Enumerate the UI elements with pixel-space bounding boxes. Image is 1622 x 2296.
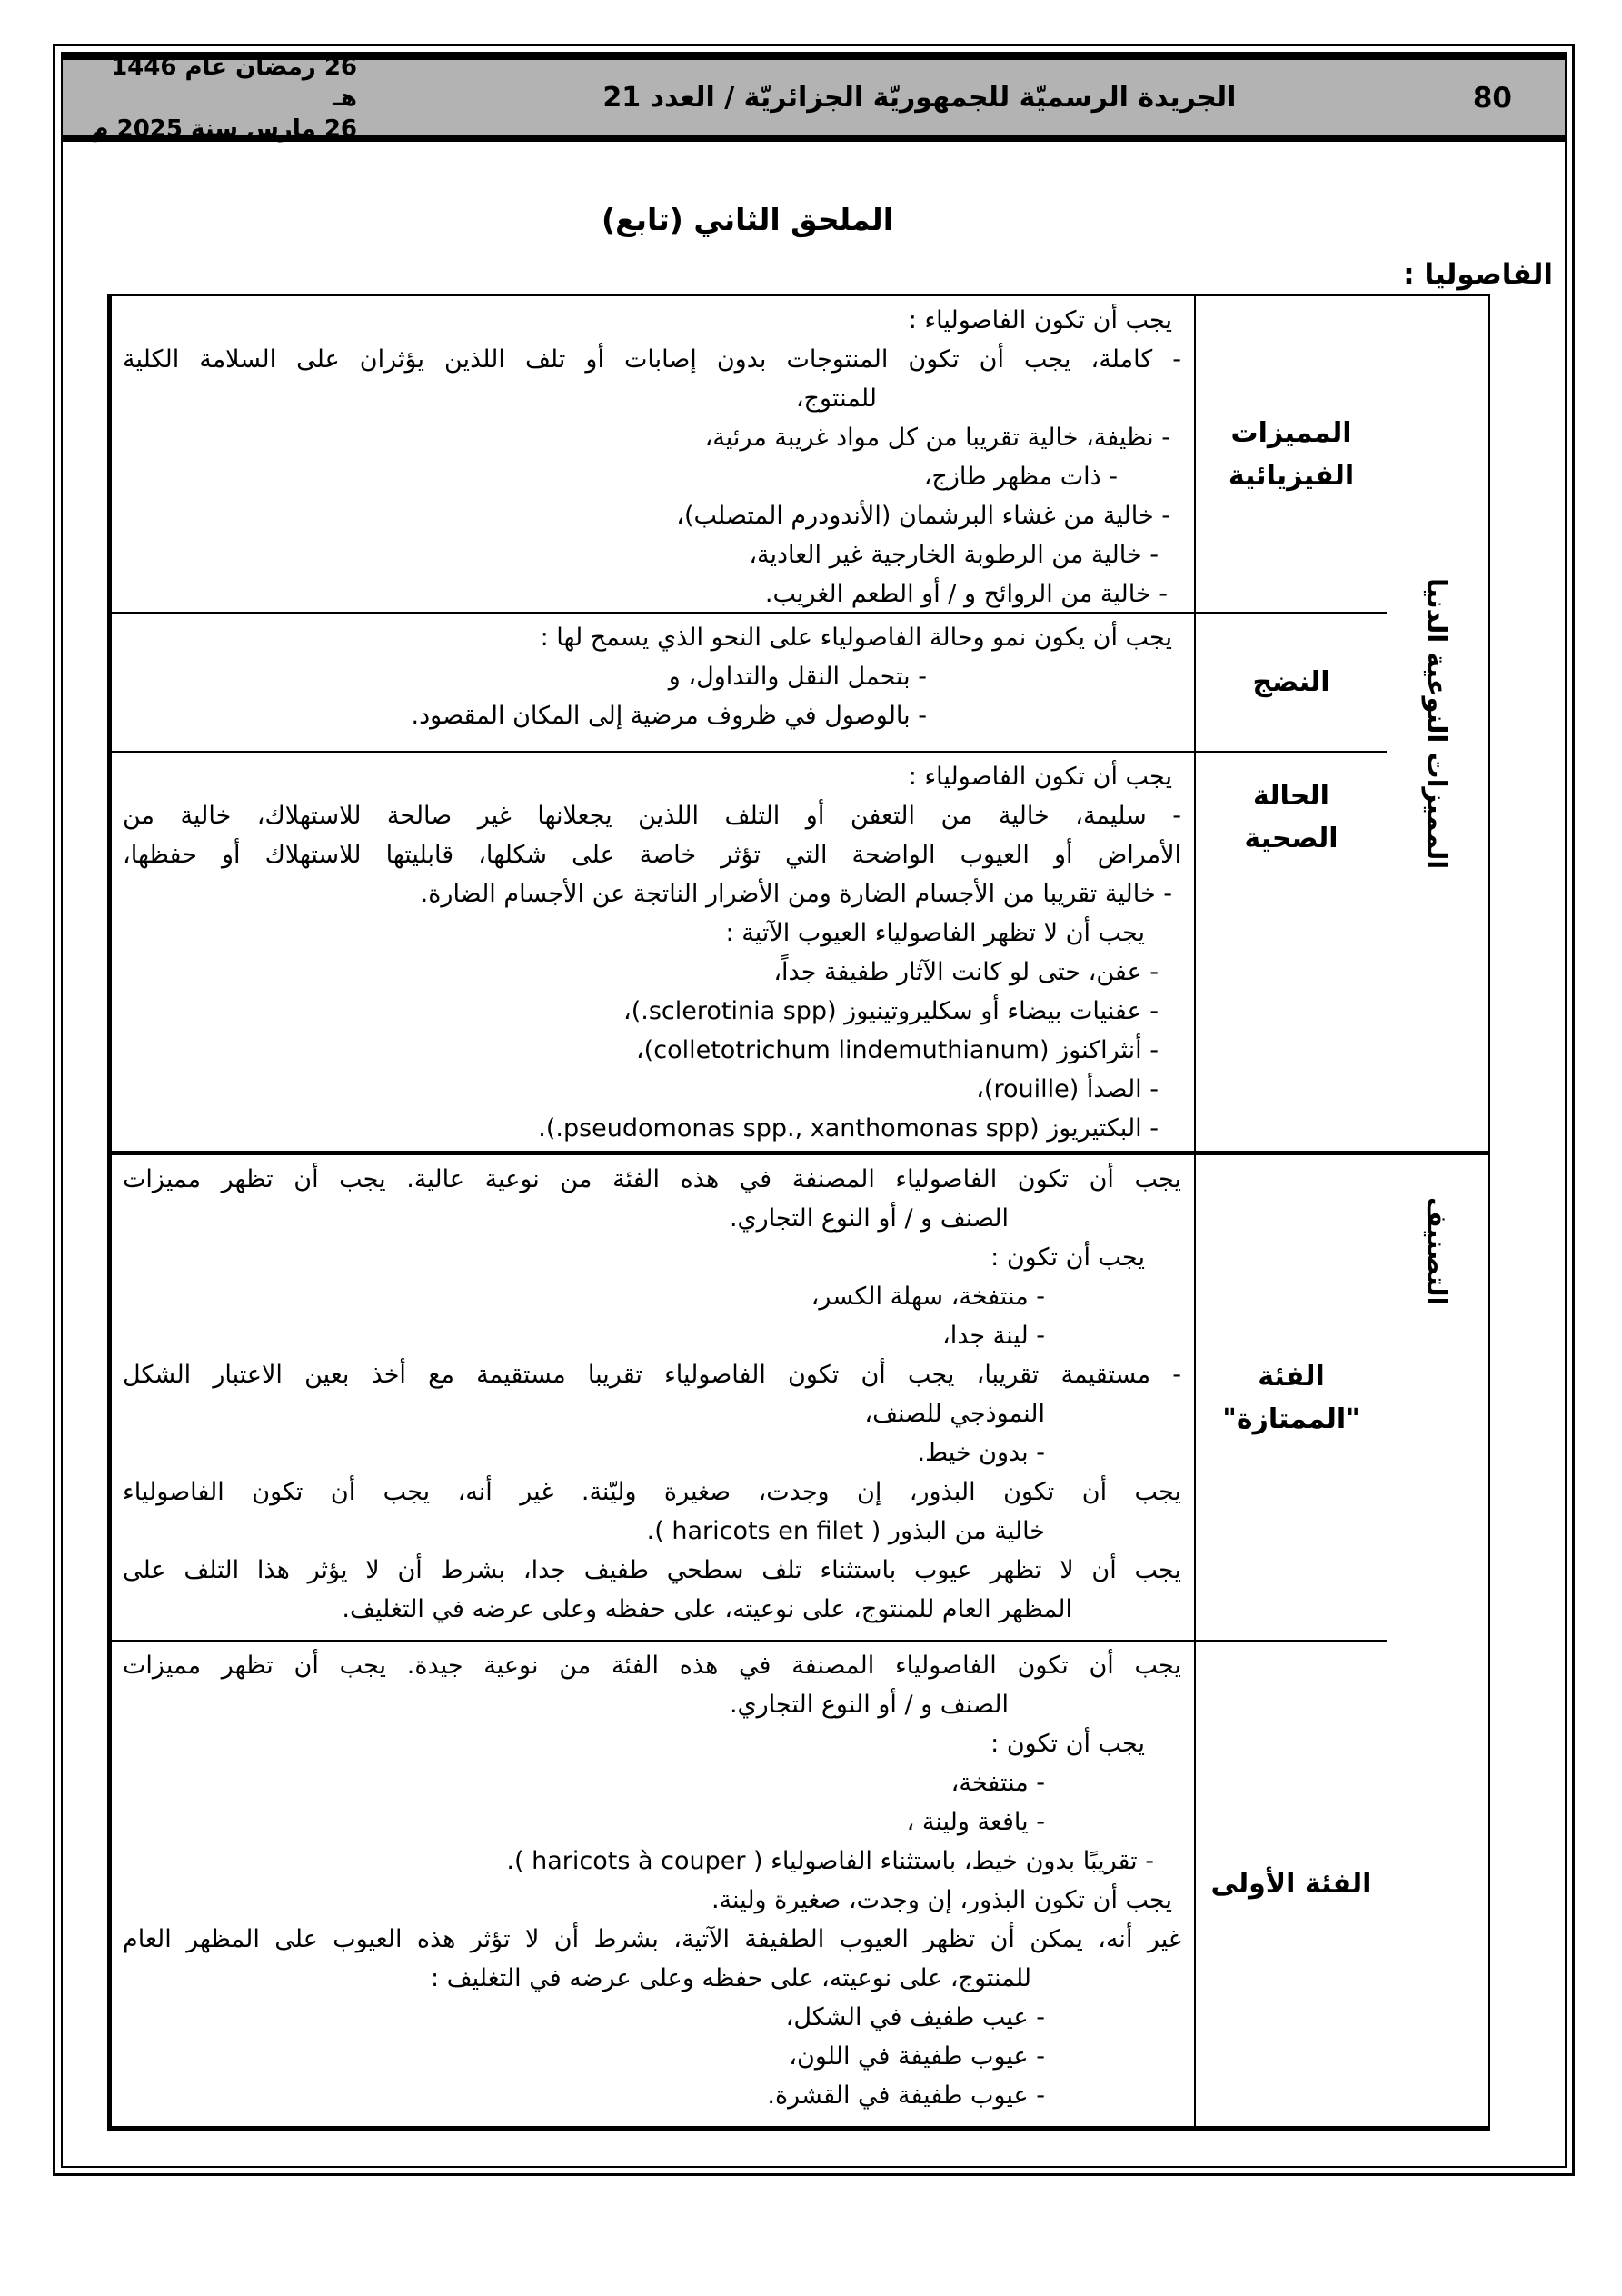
category-cell: [1194, 614, 1387, 753]
header-dates: [85, 52, 366, 145]
group-header-label: المميزات النوعية الدنيا: [1421, 577, 1453, 870]
content-line: النموذجي للصنف،: [864, 1400, 1045, 1428]
content-line: - يافعة ولينة ،: [906, 1808, 1045, 1836]
category-cell: [1194, 296, 1387, 614]
content-line: يجب أن تكون الفاصولياء :: [908, 306, 1172, 334]
page-number: 80: [1472, 81, 1512, 115]
content-line: - عفنيات بيضاء أو سكليروتينيوز (sclerotinia spp.)،: [622, 997, 1159, 1025]
content-line: خالية من البذور ( haricots en filet ).: [646, 1517, 1045, 1545]
group-header-classification: [1387, 1155, 1488, 2126]
content-line: - خالية من الروائح و / أو الطعم الغريب.: [764, 580, 1168, 608]
content-line: المظهر العام للمنتوج، على نوعيته، على حفظه وعلى عرضه في التغليف.: [342, 1595, 1072, 1623]
content-line: - الصدأ (rouille)،: [976, 1075, 1159, 1103]
content-line: - نظيفة، خالية تقريبا من كل مواد غريبة مرئية،: [704, 424, 1170, 452]
table-content-cell: [110, 296, 1194, 614]
content-line: للمنتوج،: [795, 384, 877, 413]
journal-title: الجريدة الرسميّة للجمهوريّة الجزائريّة / العدد 21: [602, 82, 1237, 114]
content-line: الصنف و / أو النوع التجاري.: [729, 1691, 1009, 1719]
group-header-label: التصنيف: [1421, 1197, 1453, 1306]
content-line: - تقريبًا بدون خيط، باستثناء الفاصولياء ( haricots à couper ).: [506, 1847, 1154, 1875]
category-label-line: الفيزيائية: [1228, 459, 1355, 492]
content-line: الصنف و / أو النوع التجاري.: [729, 1204, 1009, 1233]
content-line: - عيب طفيف في الشكل،: [785, 2003, 1045, 2031]
content-line: يجب أن لا تظهر عيوب باستثناء تلف سطحي طفيف جدا، بشرط أن لا يؤثر هذا التلف على: [123, 1556, 1181, 1584]
content-line: غير أنه، يمكن أن تظهر العيوب الطفيفة الآتية، بشرط أن لا تؤثر هذه العيوب على المظهر العام: [123, 1925, 1181, 1953]
content-line: - كاملة، يجب أن تكون المنتوجات بدون إصابات أو تلف اللذين يؤثران على السلامة الكلية: [123, 345, 1181, 374]
content-line: يجب أن تكون البذور، إن وجدت، صغيرة ولينة.: [711, 1886, 1172, 1914]
table-content-cell: [110, 1642, 1194, 2126]
category-cell: [1194, 753, 1387, 1155]
category-label-line: الفئة: [1258, 1360, 1325, 1393]
header-bar: [63, 54, 1565, 142]
content-line: - خالية من الرطوبة الخارجية غير العادية،: [749, 541, 1159, 569]
annex-title: الملحق الثاني (تابع): [601, 202, 894, 237]
content-line: - بدون خيط.: [917, 1439, 1045, 1467]
content-line: يجب أن تكون الفاصولياء المصنفة في هذه الفئة من نوعية عالية. يجب أن تظهر مميزات: [123, 1165, 1181, 1193]
section-label: الفاصوليا :: [1403, 258, 1553, 291]
content-line: - مستقيمة تقريبا، يجب أن تكون الفاصولياء تقريبا مستقيمة مع أخذ بعين الاعتبار الشكل: [123, 1361, 1181, 1389]
content-line: - بالوصول في ظروف مرضية إلى المكان المقصود.: [411, 702, 927, 730]
content-line: - البكتيريوز (pseudomonas spp., xanthomonas spp.).: [538, 1114, 1159, 1143]
content-line: - سليمة، خالية من التعفن أو التلف اللذين يجعلانها غير صالحة للاستهلاك، خالية من: [123, 802, 1181, 830]
content-line: يجب أن تكون :: [990, 1243, 1145, 1272]
category-cell: [1194, 1155, 1387, 1642]
content-line: يجب أن تكون الفاصولياء :: [908, 763, 1172, 791]
content-line: - أنثراكنوز (colletotrichum lindemuthianum)،: [635, 1036, 1159, 1064]
content-line: يجب أن تكون البذور، إن وجدت، صغيرة وليّنة. غير أنه، يجب أن تكون الفاصولياء: [123, 1478, 1181, 1506]
content-line: - بتحمل النقل والتداول، و: [668, 663, 927, 691]
content-line: للمنتوج، على نوعيته، على حفظه وعلى عرضه في التغليف :: [431, 1964, 1031, 1992]
spec-table: [107, 294, 1490, 2131]
date-gregorian: 26 مارس سنة 2025 م: [91, 115, 357, 143]
content-line: يجب أن تكون الفاصولياء المصنفة في هذه الفئة من نوعية جيدة. يجب أن تظهر مميزات: [123, 1652, 1181, 1680]
group-header-min-quality: [1387, 296, 1488, 1155]
category-cell: [1194, 1642, 1387, 2126]
content-line: - خالية تقريبا من الأجسام الضارة ومن الأضرار الناتجة عن الأجسام الضارة.: [420, 880, 1172, 908]
table-content-cell: [110, 614, 1194, 753]
content-line: - لينة جدا،: [942, 1322, 1045, 1350]
date-hijri: 26 رمضان عام 1446 هـ: [111, 53, 357, 112]
content-line: - منتفخة، سهلة الكسر،: [811, 1283, 1045, 1311]
table-content-cell: [110, 753, 1194, 1155]
category-label-line: النضج: [1252, 666, 1330, 698]
content-line: - عفن، حتى لو كانت الآثار طفيفة جداً،: [773, 958, 1159, 986]
category-label-line: الحالة: [1253, 780, 1329, 812]
content-line: يجب أن يكون نمو وحالة الفاصولياء على النحو الذي يسمح لها :: [540, 624, 1172, 652]
category-label-line: الصحية: [1244, 823, 1338, 854]
content-line: - خالية من غشاء البرشمان (الأندودرم المتصلب)،: [676, 502, 1170, 530]
content-line: - عيوب طفيفة في القشرة.: [767, 2081, 1045, 2110]
category-label-line: الفئة الأولى: [1210, 1868, 1372, 1900]
table-content-cell: [110, 1155, 1194, 1642]
content-line: يجب أن لا تظهر الفاصولياء العيوب الآتية :: [725, 919, 1145, 947]
category-label-line: "الممتازة": [1222, 1403, 1360, 1435]
category-label-line: المميزات: [1230, 416, 1352, 449]
content-line: - ذات مظهر طازج،: [923, 463, 1118, 491]
content-line: - منتفخة،: [950, 1769, 1045, 1797]
content-line: الأمراض أو العيوب الواضحة التي تؤثر خاصة على شكلها، قابليتها للاستهلاك أو حفظها،: [123, 841, 1181, 869]
content-line: يجب أن تكون :: [990, 1730, 1145, 1758]
content-line: - عيوب طفيفة في اللون،: [789, 2042, 1045, 2071]
